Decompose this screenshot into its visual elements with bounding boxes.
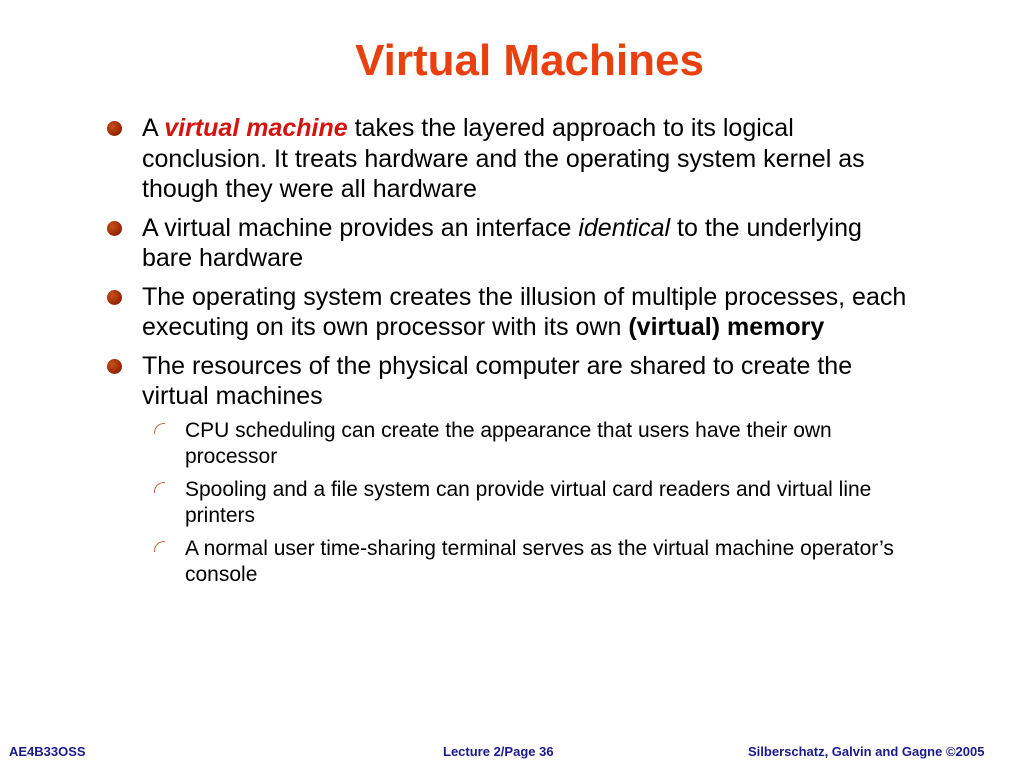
footer-course-code: AE4B33OSS <box>9 744 86 759</box>
footer-copyright: Silberschatz, Galvin and Gagne ©2005 <box>748 744 985 759</box>
sub-bullet-text: Spooling and a file system can provide virtual card readers and virtual line printers <box>185 477 872 527</box>
bullet-text-pre: A virtual machine provides an interface <box>142 213 579 242</box>
bullet-list <box>105 113 915 595</box>
bullet-emphasis: virtual machine <box>164 114 348 142</box>
slide-title: Virtual Machines <box>355 36 704 85</box>
sub-bullet-list <box>105 418 915 589</box>
bullet-item <box>105 282 915 343</box>
bullet-item <box>105 113 915 205</box>
bullet-emphasis: (virtual) memory <box>628 313 825 341</box>
bullet-text-post: takes the layered approach to its logical conclusion. It treats hardware and the operating system kernel as though they were all hardware <box>142 114 865 203</box>
bullet-dot-icon <box>107 290 122 305</box>
bullet-text: The resources of the physical computer are shared to create the virtual machines <box>142 351 853 410</box>
sub-bullet-arc-icon <box>154 541 165 552</box>
bullet-emphasis: identical <box>578 213 671 242</box>
bullet-item <box>105 351 915 412</box>
sub-bullet-item <box>150 536 915 589</box>
footer-page-number: Lecture 2/Page 36 <box>443 744 554 759</box>
sub-bullet-item <box>150 477 915 530</box>
sub-bullet-text: CPU scheduling can create the appearance that users have their own processor <box>185 418 832 468</box>
bullet-dot-icon <box>107 359 122 374</box>
sub-bullet-text: A normal user time-sharing terminal serves as the virtual machine operator’s console <box>185 536 894 586</box>
sub-bullet-item <box>150 418 915 471</box>
bullet-item <box>105 213 915 274</box>
bullet-dot-icon <box>107 121 122 136</box>
bullet-text-post: to the underlying bare hardware <box>142 213 862 272</box>
bullet-text-pre: A <box>142 114 165 142</box>
bullet-dot-icon <box>107 221 122 236</box>
sub-bullet-arc-icon <box>154 423 165 434</box>
sub-bullet-arc-icon <box>154 482 165 493</box>
bullet-text-pre: The operating system creates the illusion of multiple processes, each executing on its own processor with its own <box>142 282 907 341</box>
